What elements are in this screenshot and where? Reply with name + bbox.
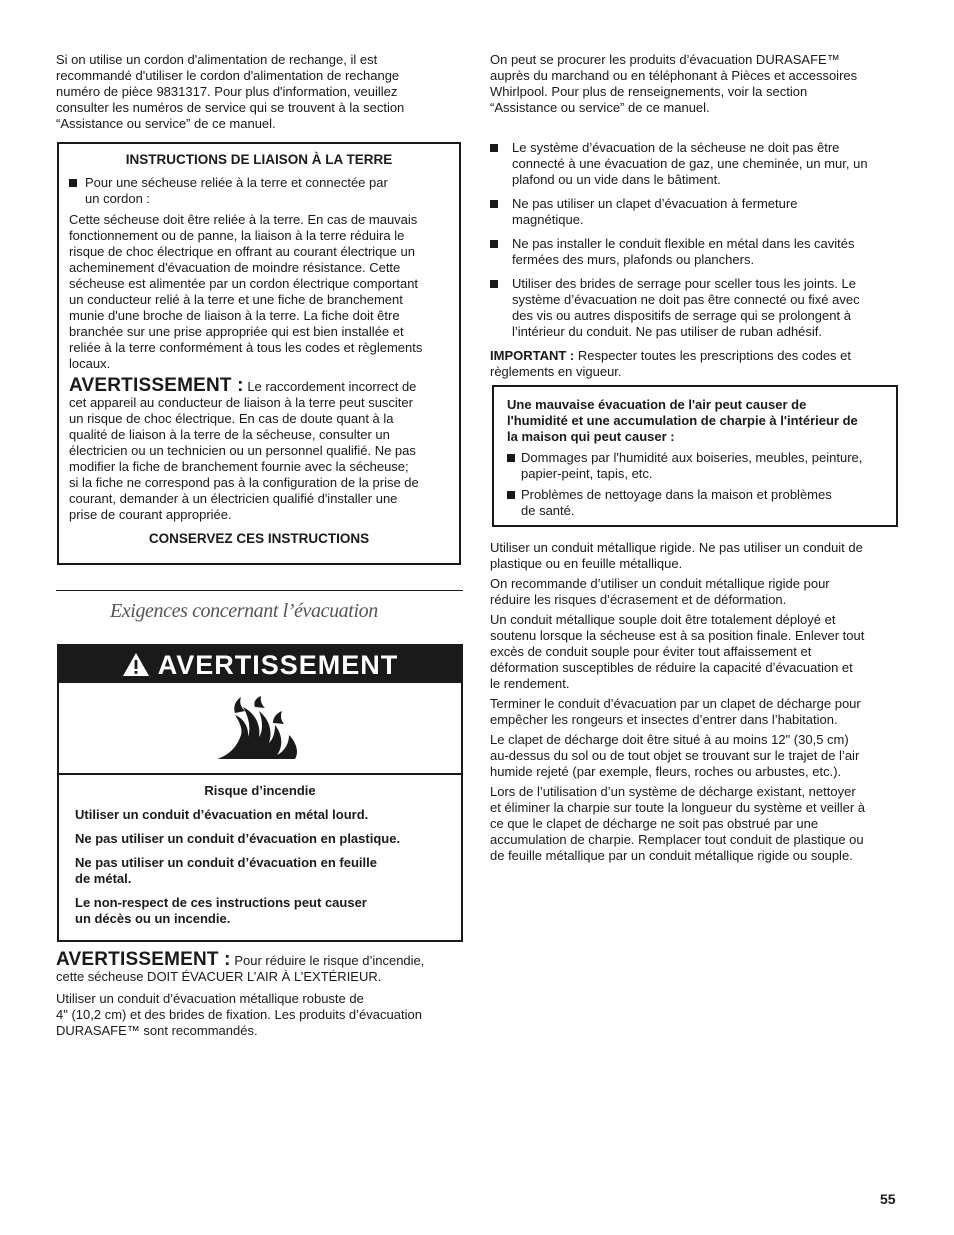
warning-band-label: AVERTISSEMENT — [157, 649, 399, 680]
square-bullet-icon — [507, 454, 515, 462]
keep-instructions-footer: CONSERVEZ CES INSTRUCTIONS — [148, 531, 370, 546]
grounding-title: INSTRUCTIONS DE LIAISON À LA TERRE — [125, 152, 393, 167]
paragraph: Terminer le conduit d’évacuation par un clapet de décharge pour empêcher les rongeurs et insectes d’entrer dans l’habitation. — [490, 696, 861, 727]
list-item-text: Le système d’évacuation de la sécheuse ne doit pas être connecté à une évacuation de gaz, une cheminée, un mur, un plafond ou un vide dans le bâtiment. — [512, 140, 868, 187]
fire-warning-line: Le non-respect de ces instructions peut causer un décès ou un incendie. — [75, 895, 367, 926]
list-item — [490, 236, 898, 268]
square-bullet-icon — [490, 240, 498, 248]
left-column — [56, 52, 464, 132]
list-item-text: Ne pas utiliser un clapet d’évacuation à fermeture magnétique. — [512, 196, 798, 227]
grounding-warning — [69, 375, 449, 523]
fire-warning-line: Ne pas utiliser un conduit d’évacuation en plastique. — [75, 831, 401, 846]
humidity-warning-box — [492, 385, 898, 527]
replacement-cord-paragraph: Si on utilise un cordon d'alimentation de rechange, il est recommandé d'utiliser le cordon d'alimentation de rechange numéro de pièce 9831317. Pour plus d'information, veuillez consulter les numéros de service qui se trouvent à la section “Assistance ou service” de ce manuel. — [56, 52, 405, 131]
paragraph: Lors de l’utilisation d’un système de décharge existant, nettoyer et éliminer la charpie sur toute la longueur du système et veiller à ce que le clapet de décharge ne soit pas obstrué par une accumulation de charpie. Remplacer tout conduit de plastique ou de feuille métallique par un conduit métallique rigide ou souple. — [490, 784, 866, 863]
right-column — [490, 52, 898, 380]
paragraph: Le clapet de décharge doit être situé à au moins 12" (30,5 cm) au-dessus du sol ou de tout objet se trouvant sur le trajet de l’air humide rejeté (par exemple, fleurs, roches ou arbustes, etc.). — [490, 732, 860, 779]
fire-warning-box — [57, 644, 463, 942]
warning-band — [59, 646, 461, 683]
duct-recommendation: Utiliser un conduit d’évacuation métallique robuste de 4" (10,2 cm) et des brides de fixation. Les produits d’évacuation DURASAFE™ sont recommandés. — [56, 991, 422, 1038]
humidity-heading: Une mauvaise évacuation de l'air peut causer de l'humidité et une accumulation de charpie à l'intérieur de la maison qui peut causer : — [507, 397, 858, 444]
exhaust-rules-list — [490, 140, 898, 340]
list-item-text: Dommages par l'humidité aux boiseries, meubles, peinture, papier-peint, tapis, etc. — [521, 450, 863, 481]
list-item-text: Ne pas installer le conduit flexible en métal dans les cavités fermées des murs, plafonds ou planchers. — [512, 236, 855, 267]
square-bullet-icon — [69, 179, 77, 187]
list-item — [490, 140, 898, 188]
important-note — [490, 348, 898, 380]
exhaust-warning-section — [56, 949, 464, 1039]
square-bullet-icon — [490, 144, 498, 152]
warning-label: AVERTISSEMENT : — [56, 949, 231, 970]
duct-guidance — [490, 540, 898, 868]
paragraph: On recommande d’utiliser un conduit métallique rigide pour réduire les risques d’écrasement et de déformation. — [490, 576, 830, 607]
paragraph: Utiliser un conduit métallique rigide. Ne pas utiliser un conduit de plastique ou en feuille métallique. — [490, 540, 863, 571]
fire-warning-heading: Risque d’incendie — [204, 783, 316, 798]
fire-warning-text — [59, 775, 461, 927]
grounding-paragraph: Cette sécheuse doit être reliée à la terre. En cas de mauvais fonctionnement ou de panne, la liaison à la terre réduira le risque de choc électrique en offrant au courant électrique un acheminement d'évacuation de moindre résistance. Cette sécheuse est alimentée par un cordon électrique comportant un conducteur relié à la terre et une fiche de branchement munie d'une broche de liaison à la terre. La fiche doit être branchée sur une prise appropriée qui est bien installée et reliée à la terre conformément à tous les codes et règlements locaux. — [69, 212, 423, 371]
fire-icon — [215, 695, 305, 761]
warning-label: AVERTISSEMENT : — [69, 375, 244, 396]
exhaust-warning — [56, 949, 464, 985]
fire-warning-line: Utiliser un conduit d’évacuation en métal lourd. — [75, 807, 369, 822]
paragraph: Un conduit métallique souple doit être totalement déployé et soutenu lorsque la sécheuse est à sa position finale. Enlever tout excès de conduit souple pour éviter tout affaissement et déformation susceptibles de réduire la capacité d’évacuation et le rendement. — [490, 612, 865, 691]
durasafe-paragraph: On peut se procurer les produits d’évacuation DURASAFE™ auprès du marchand ou en téléphonant à Pièces et accessoires Whirlpool. Pour plus de renseignements, voir la section “Assistance ou service” de ce manuel. — [490, 52, 858, 115]
grounding-instructions-box — [57, 142, 461, 565]
important-label: IMPORTANT : — [490, 348, 575, 363]
important-text: Respecter toutes les prescriptions des codes et règlements en vigueur. — [490, 348, 852, 379]
fire-pictogram — [59, 683, 461, 775]
list-item — [507, 487, 892, 519]
section-title: Exigences concernant l’évacuation — [110, 600, 378, 622]
square-bullet-icon — [490, 280, 498, 288]
list-item-text: Utiliser des brides de serrage pour sceller tous les joints. Le système d’évacuation ne doit pas être connecté ou fixé avec des vis ou autres dispositifs de serrage qui se prolongent à l’intérieur du conduit. Ne pas utiliser de ruban adhésif. — [512, 276, 860, 339]
square-bullet-icon — [507, 491, 515, 499]
grounding-bullet-text: Pour une sécheuse reliée à la terre et connectée par un cordon : — [85, 175, 388, 206]
list-item — [490, 196, 898, 228]
warning-triangle-icon — [122, 652, 150, 677]
fire-warning-line: Ne pas utiliser un conduit d’évacuation en feuille de métal. — [75, 855, 377, 886]
grounding-bullet — [69, 175, 449, 207]
list-item — [490, 276, 898, 340]
section-divider — [56, 590, 463, 591]
square-bullet-icon — [490, 200, 498, 208]
warning-text: Pour réduire le risque d’incendie, cette sécheuse DOIT ÉVACUER L’AIR À L’EXTÉRIEUR. — [56, 953, 425, 984]
page-number: 55 — [880, 1191, 896, 1207]
list-item-text: Problèmes de nettoyage dans la maison et problèmes de santé. — [521, 487, 832, 518]
list-item — [507, 450, 892, 482]
warning-text: Le raccordement incorrect de cet appareil au conducteur de liaison à la terre peut susciter un risque de choc électrique. En cas de doute quant à la qualité de liaison à la terre de la sécheuse, consulter un électricien ou un technicien ou un personnel qualifié. Ne pas modifier la fiche de branchement fournie avec la sécheuse; si la fiche ne correspond pas à la configuration de la prise de courant, demander à un électricien qualifié d'installer une prise de courant appropriée. — [69, 379, 419, 522]
